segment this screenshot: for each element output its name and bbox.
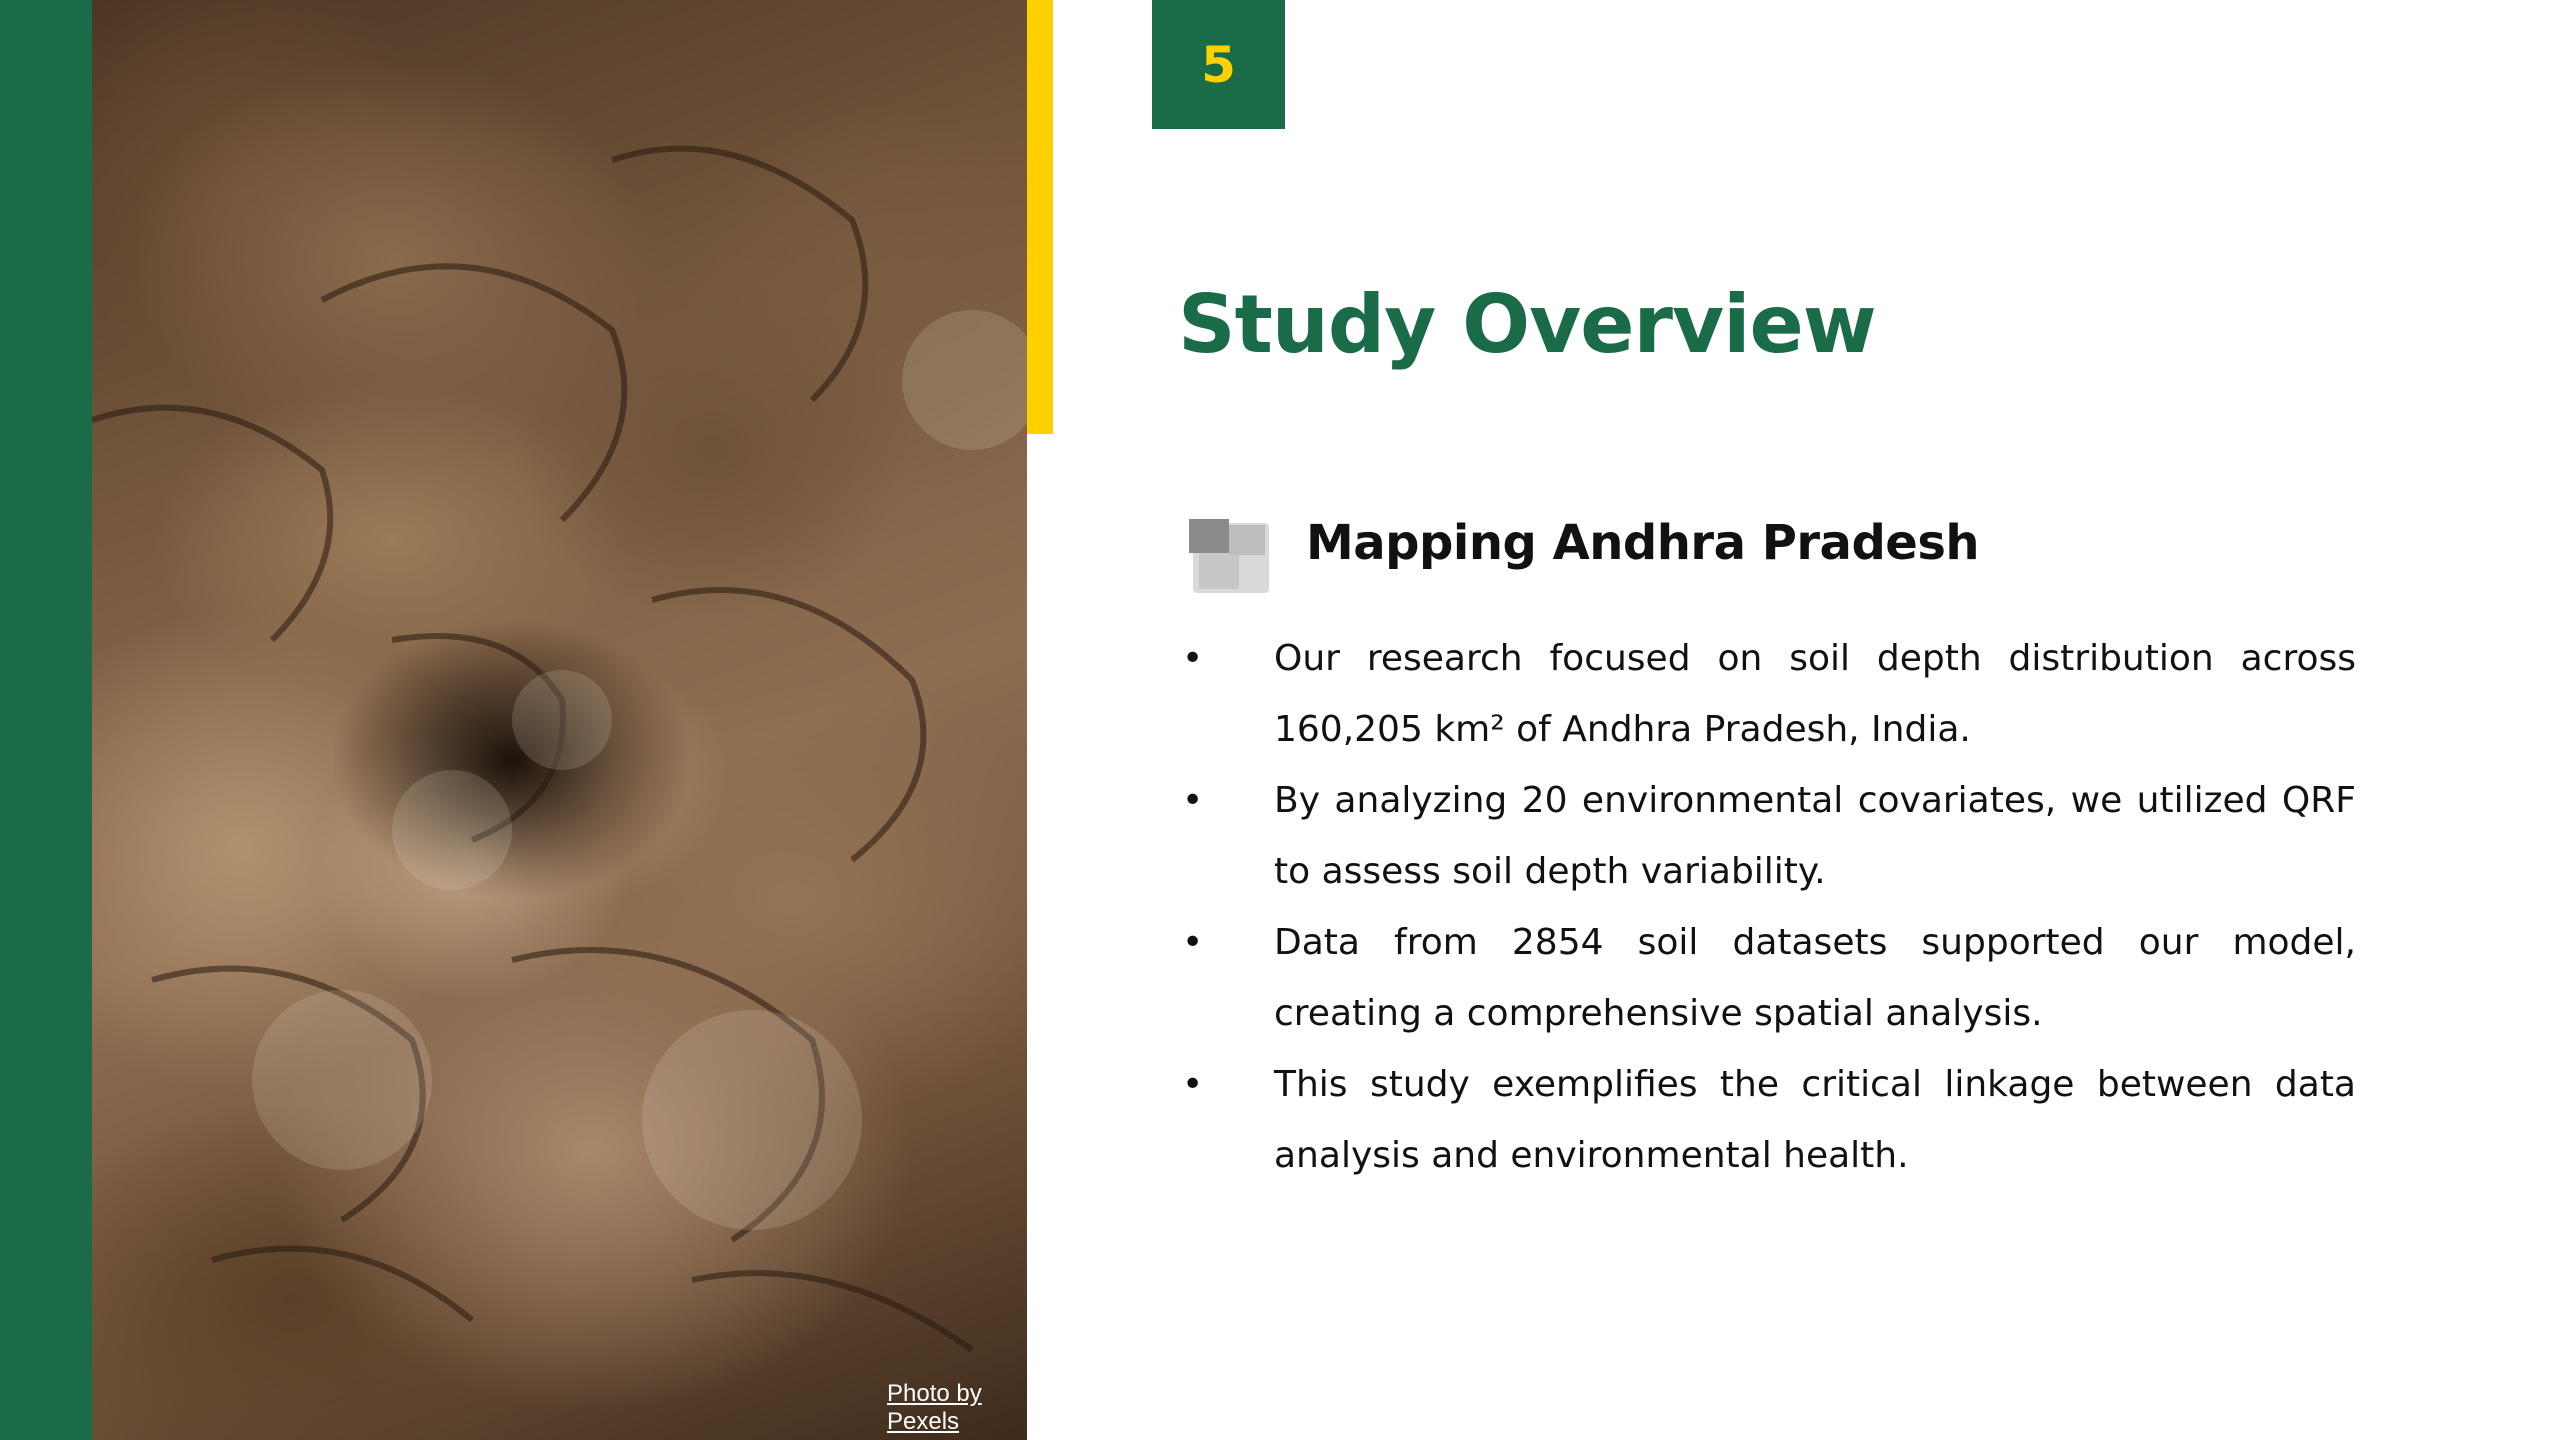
left-green-bar: [0, 0, 92, 1440]
bullet-dot: •: [1182, 1064, 1204, 1105]
bullet-item: [1178, 623, 2356, 765]
bullet-dot: •: [1182, 638, 1204, 679]
page-number-box: [1152, 0, 1285, 129]
page-number: 5: [1201, 35, 1236, 94]
photo-credit-link[interactable]: Photo by Pexels: [887, 1380, 982, 1435]
placeholder-image-icon: [1187, 517, 1271, 597]
rocks-photo: [92, 0, 1027, 1440]
bullet-text: By analyzing 20 environmental covariates, we utilized QRF to assess soil depth variability.: [1274, 780, 2356, 892]
bullet-text: Our research focused on soil depth distribution across 160,205 km² of Andhra Pradesh, India.: [1274, 638, 2356, 750]
bullet-list: [1178, 623, 2356, 1191]
bullet-dot: •: [1182, 780, 1204, 821]
slide-title: Study Overview: [1178, 278, 1876, 371]
section-heading: Mapping Andhra Pradesh: [1306, 515, 1980, 571]
bullet-text: Data from 2854 soil datasets supported our model, creating a comprehensive spatial analysis.: [1274, 922, 2356, 1034]
bullet-item: [1178, 1049, 2356, 1191]
bullet-item: [1178, 907, 2356, 1049]
bullet-item: [1178, 765, 2356, 907]
yellow-accent-bar: [1027, 0, 1053, 434]
bullet-text: This study exemplifies the critical linkage between data analysis and environmental health.: [1274, 1064, 2356, 1176]
rocks-photo-texture: [92, 0, 1027, 1440]
bullet-dot: •: [1182, 922, 1204, 963]
